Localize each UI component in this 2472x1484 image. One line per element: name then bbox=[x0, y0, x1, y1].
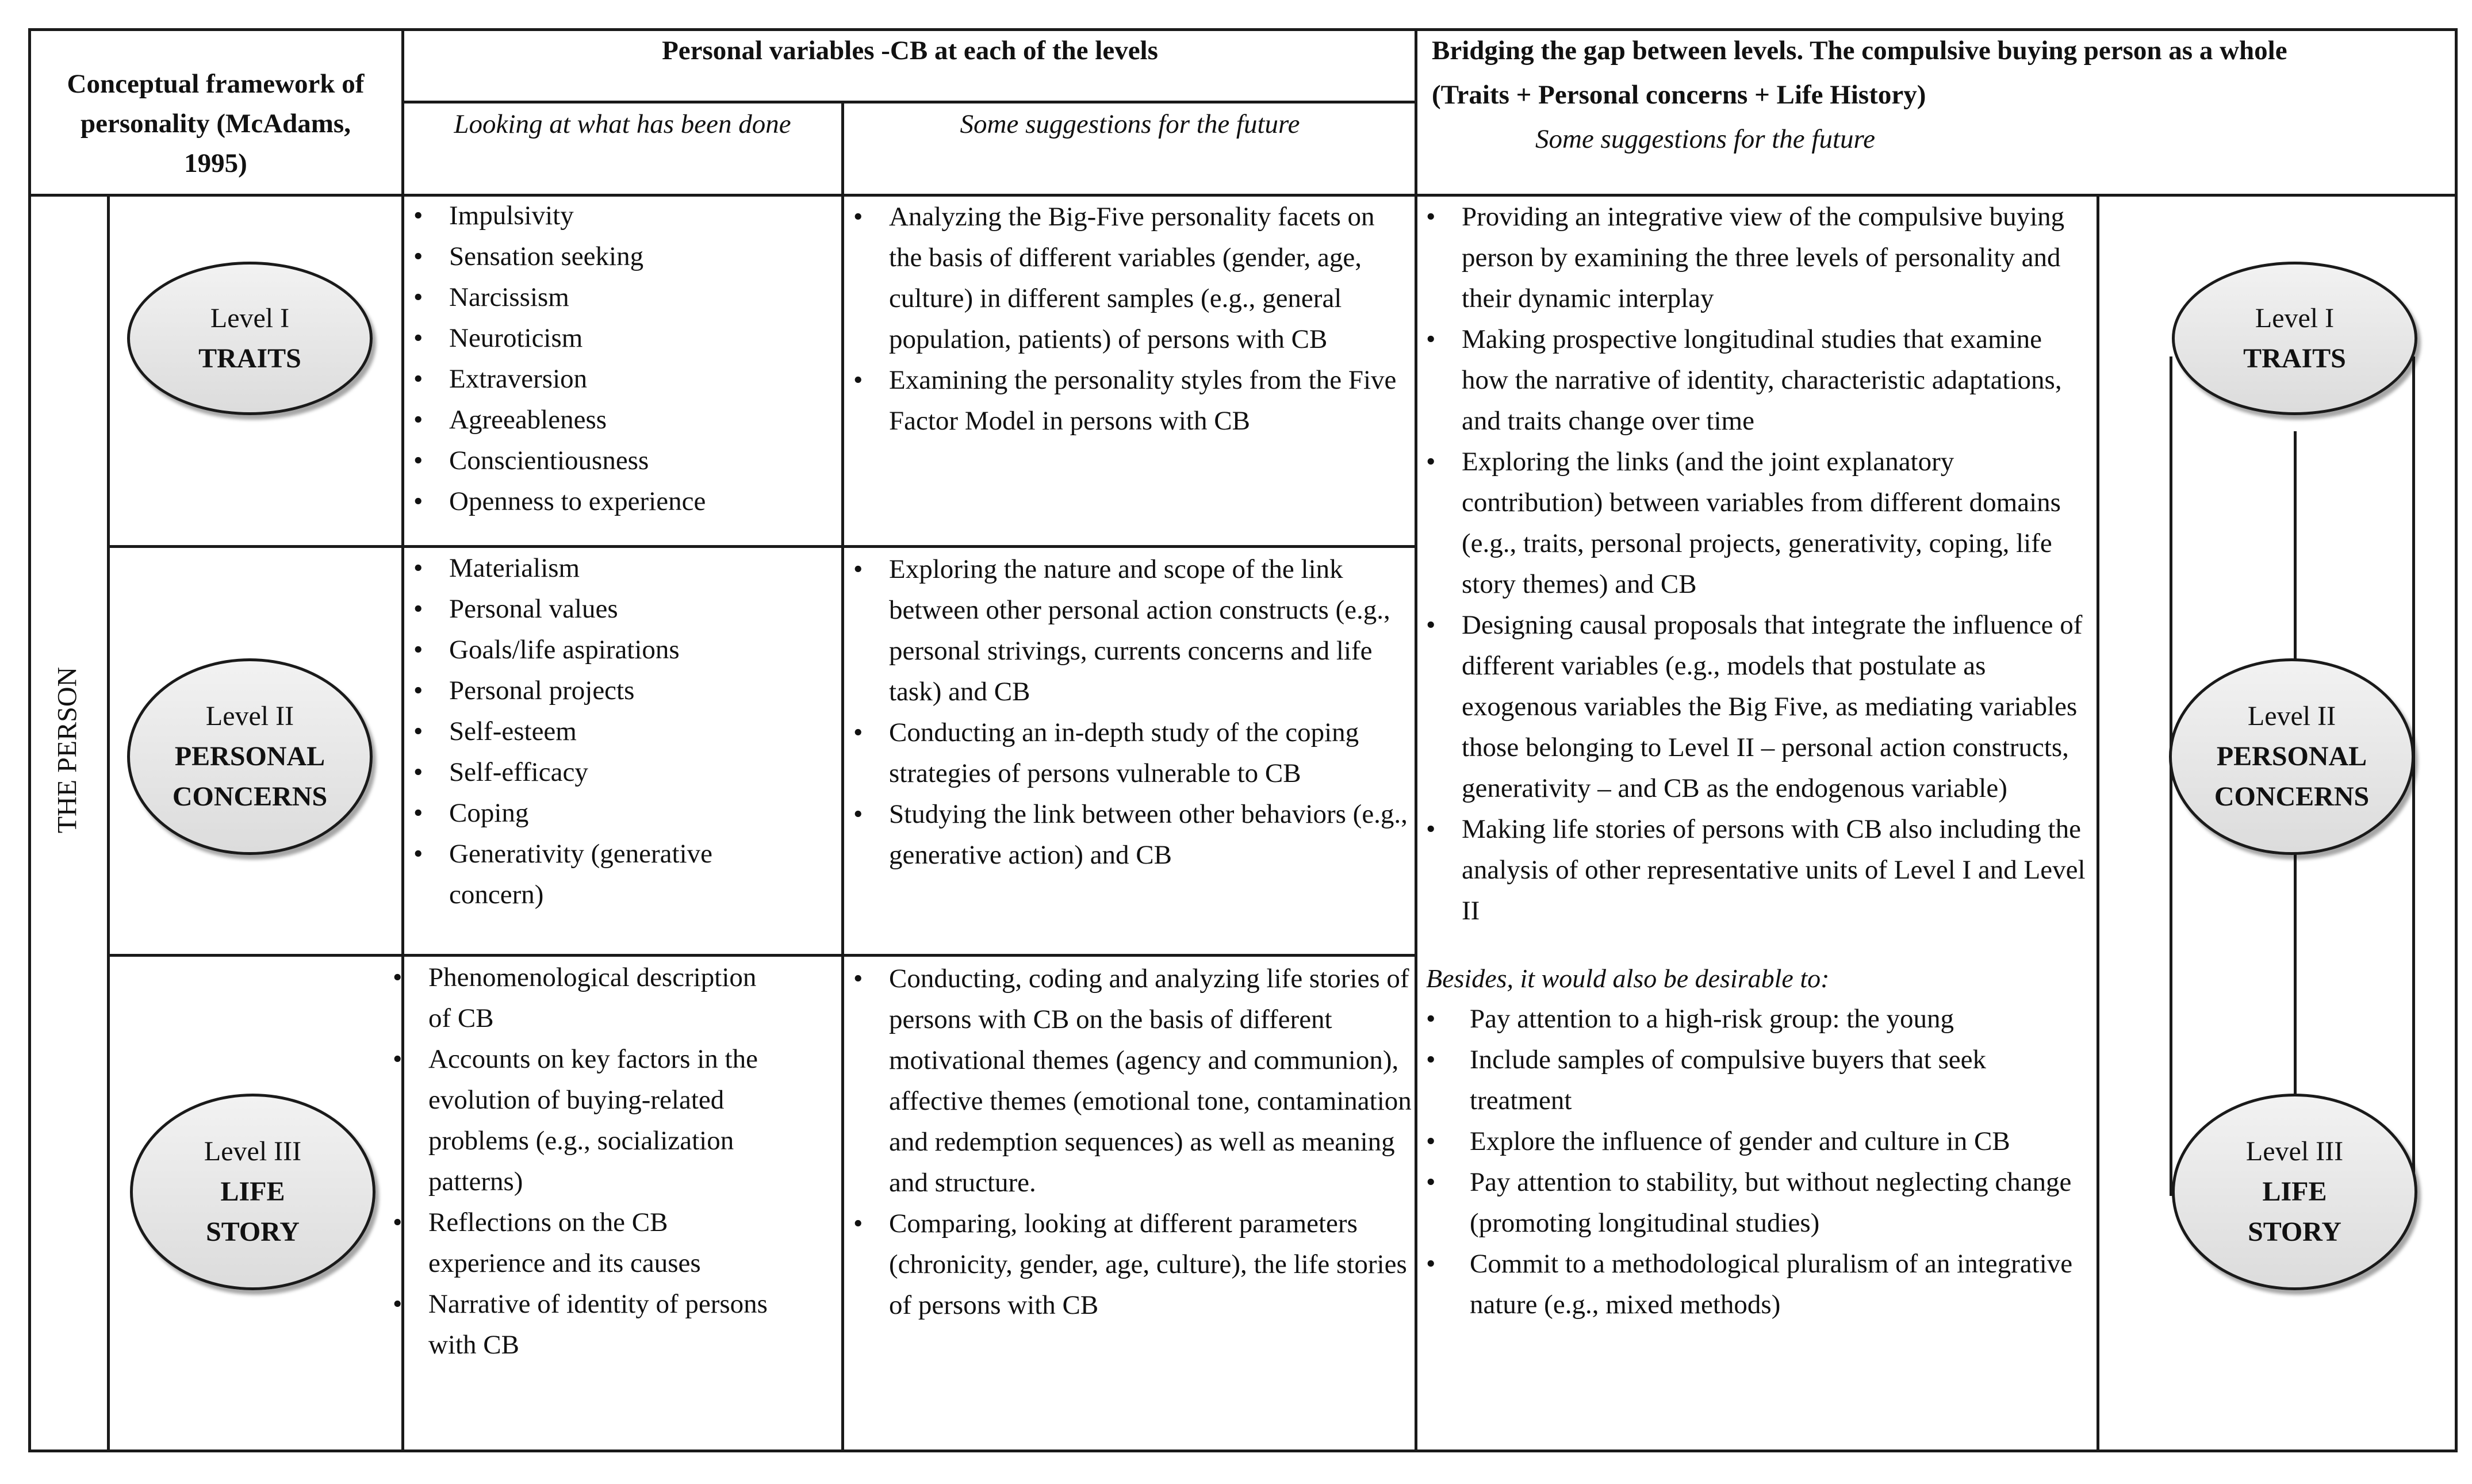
level-name: CONCERNS bbox=[172, 781, 328, 812]
level-label: Level III bbox=[2245, 1136, 2344, 1167]
framework-header bbox=[32, 64, 400, 183]
framework-header-line: 1995) bbox=[184, 148, 247, 178]
list-item: • Include samples of compulsive buyers that seek treatment bbox=[1418, 1040, 2094, 1121]
list-item: • Generativity (generative concern) bbox=[405, 834, 808, 915]
list-item: • Phenomenological description of CB bbox=[385, 957, 776, 1039]
level-name: PERSONAL bbox=[2216, 741, 2367, 772]
list-item: • Impulsivity bbox=[405, 195, 840, 236]
framework-header-line: Conceptual framework of bbox=[67, 69, 365, 99]
level-name: TRAITS bbox=[198, 343, 301, 374]
list-item: • Conscientiousness bbox=[405, 440, 840, 481]
level-label: Level I bbox=[2255, 302, 2335, 333]
level-name: PERSONAL bbox=[174, 741, 325, 772]
done-column-divider bbox=[841, 101, 844, 1452]
list-item: • Personal projects bbox=[405, 670, 808, 711]
level-name: LIFE bbox=[2262, 1176, 2327, 1207]
bridging-header-line2: (Traits + Personal concerns + Life History) bbox=[1432, 80, 1926, 110]
personal-variables-header: Personal variables -CB at each of the levels bbox=[662, 36, 1158, 66]
diagram-outer-right-line bbox=[2412, 356, 2415, 1196]
done-concerns-list bbox=[405, 548, 808, 915]
done-story-list bbox=[385, 957, 776, 1366]
list-item: • Neuroticism bbox=[405, 318, 840, 359]
future-concerns-list bbox=[845, 549, 1412, 876]
list-item: • Making prospective longitudinal studies that examine how the narrative of identity, characteristic adaptations, and traits change over time bbox=[1418, 319, 2094, 442]
list-item: • Comparing, looking at different parameters (chronicity, gender, age, culture), the life stories of persons with CB bbox=[845, 1203, 1412, 1326]
level-label: Level I bbox=[210, 302, 290, 333]
list-item: • Studying the link between other behaviors (e.g., generative action) and CB bbox=[845, 794, 1412, 876]
the-person-label: THE PERSON bbox=[52, 666, 83, 834]
bridging-header bbox=[1432, 29, 2450, 162]
list-item: • Providing an integrative view of the compulsive buying person by examining the three levels of personality and their dynamic interplay bbox=[1418, 197, 2094, 319]
looking-done-header: Looking at what has been done bbox=[454, 109, 791, 139]
level-name: LIFE bbox=[220, 1176, 285, 1207]
diagram-level-2-ellipse bbox=[2169, 658, 2414, 855]
list-item: • Extraversion bbox=[405, 359, 840, 400]
list-item: • Goals/life aspirations bbox=[405, 630, 808, 670]
list-item: • Sensation seeking bbox=[405, 236, 840, 277]
list-item: • Coping bbox=[405, 793, 808, 834]
level-label: Level II bbox=[205, 701, 294, 731]
row-divider-2 bbox=[107, 954, 1417, 957]
bridging-list bbox=[1418, 197, 2094, 931]
level-1-traits-ellipse bbox=[127, 262, 373, 415]
diagram-connector-2 bbox=[2294, 851, 2297, 1115]
list-item: • Narrative of identity of persons with CB bbox=[385, 1284, 776, 1366]
besides-list bbox=[1418, 999, 2094, 1325]
suggestions-future-header: Some suggestions for the future bbox=[960, 109, 1300, 139]
list-item: • Explore the influence of gender and culture in CB bbox=[1418, 1121, 2094, 1162]
list-item: • Designing causal proposals that integrate the influence of different variables (e.g., models that postulate as exogenous variables the Big Five, as mediating variables those belonging to Level II – personal action constructs, generativity – and CB as the endogenous variable) bbox=[1418, 605, 2094, 809]
level-label: Level III bbox=[204, 1136, 302, 1167]
list-item: • Materialism bbox=[405, 548, 808, 589]
list-item: • Accounts on key factors in the evolution of buying-related problems (e.g., socialization patterns) bbox=[385, 1039, 776, 1202]
list-item: • Openness to experience bbox=[405, 481, 840, 522]
bridging-content bbox=[1418, 197, 2094, 1325]
diagram-level-3-ellipse bbox=[2172, 1094, 2417, 1290]
level-name: STORY bbox=[2248, 1217, 2341, 1247]
future-column-divider bbox=[1415, 28, 1417, 1452]
list-item: • Personal values bbox=[405, 589, 808, 630]
list-item: • Exploring the links (and the joint explanatory contribution) between variables from different domains (e.g., traits, personal projects, generativity, coping, life story themes) and CB bbox=[1418, 442, 2094, 605]
future-story-list bbox=[845, 958, 1412, 1326]
level-3-story-ellipse bbox=[130, 1094, 375, 1290]
list-item: • Self-esteem bbox=[405, 711, 808, 752]
bridging-header-line1: Bridging the gap between levels. The compulsive buying person as a whole bbox=[1432, 36, 2287, 66]
done-traits-list bbox=[405, 195, 840, 522]
list-item: • Examining the personality styles from the Five Factor Model in persons with CB bbox=[845, 360, 1412, 442]
list-item: • Reflections on the CB experience and its causes bbox=[385, 1202, 776, 1284]
bridging-diagram-divider bbox=[2097, 194, 2099, 1452]
level-label: Level II bbox=[2247, 701, 2336, 731]
diagram-level-1-ellipse bbox=[2172, 262, 2417, 415]
list-item: • Commit to a methodological pluralism of an integrative nature (e.g., mixed methods) bbox=[1418, 1244, 2094, 1325]
besides-heading: Besides, it would also be desirable to: bbox=[1426, 964, 1830, 993]
list-item: • Analyzing the Big-Five personality facets on the basis of different variables (gender, age, culture) in different samples (e.g., general population, patients) of persons with CB bbox=[845, 197, 1412, 360]
person-column-divider bbox=[107, 194, 110, 1452]
table-border-left bbox=[28, 28, 31, 1452]
list-item: • Conducting, coding and analyzing life stories of persons with CB on the basis of different motivational themes (agency and communion), affective themes (emotional tone, contamination and redemption sequences) as well as meaning and structure. bbox=[845, 958, 1412, 1203]
framework-header-line: personality (McAdams, bbox=[81, 109, 351, 139]
level-name: CONCERNS bbox=[2214, 781, 2370, 812]
list-item: • Narcissism bbox=[405, 277, 840, 318]
list-item: • Pay attention to stability, but without neglecting change (promoting longitudinal studies) bbox=[1418, 1162, 2094, 1244]
list-item: • Agreeableness bbox=[405, 400, 840, 440]
list-item: • Conducting an in-depth study of the coping strategies of persons vulnerable to CB bbox=[845, 712, 1412, 794]
table-border-bottom bbox=[28, 1450, 2458, 1452]
level-name: TRAITS bbox=[2243, 343, 2346, 374]
table-border-right bbox=[2455, 28, 2458, 1452]
list-item: • Making life stories of persons with CB also including the analysis of other representative units of Level I and Level II bbox=[1418, 809, 2094, 931]
level-2-concerns-ellipse bbox=[127, 658, 373, 855]
list-item: • Pay attention to a high-risk group: the young bbox=[1418, 999, 2094, 1040]
list-item: • Self-efficacy bbox=[405, 752, 808, 793]
level-name: STORY bbox=[206, 1217, 300, 1247]
list-item: • Exploring the nature and scope of the link between other personal action constructs (e.g., personal strivings, currents concerns and life task) and CB bbox=[845, 549, 1412, 712]
future-traits-list bbox=[845, 197, 1412, 442]
bridging-subheader: Some suggestions for the future bbox=[1535, 124, 1875, 154]
